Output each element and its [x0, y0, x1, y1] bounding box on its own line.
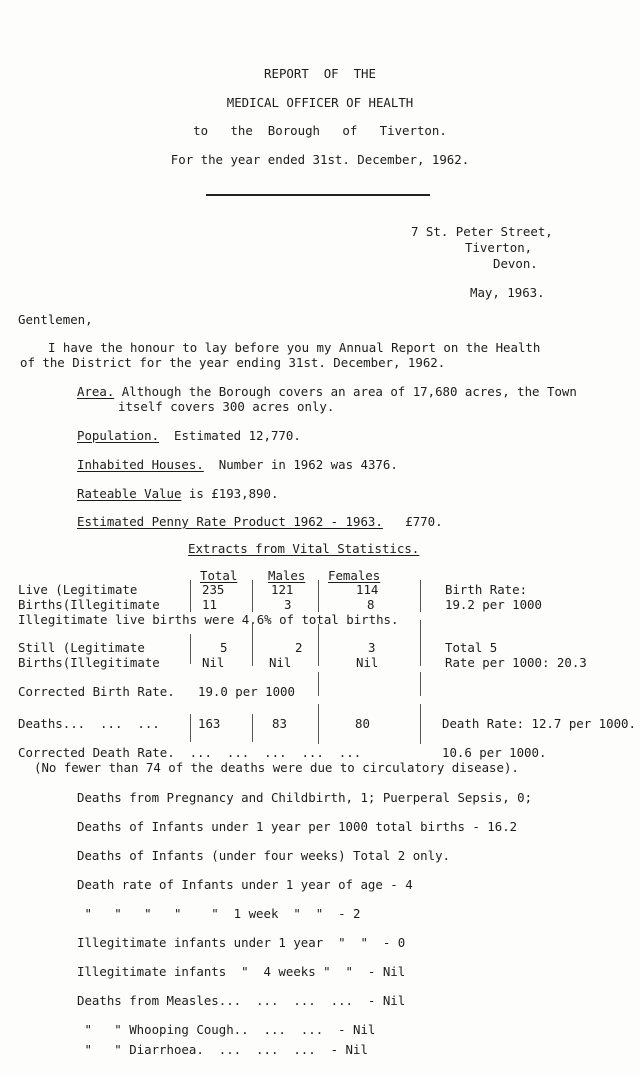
birth-rate-label: Birth Rate:	[445, 582, 528, 597]
corrected-death-label: Corrected Death Rate. ... ... ... ... ...	[18, 745, 362, 760]
deaths-females: 80	[355, 716, 370, 731]
area-label: Area.	[77, 384, 115, 399]
still-rate-label: Rate per 1000: 20.3	[445, 655, 587, 670]
report-date: May, 1963.	[470, 285, 545, 300]
population-text: Estimated 12,770.	[159, 428, 301, 443]
rateable-label: Rateable Value	[77, 486, 182, 501]
salutation: Gentlemen,	[18, 312, 93, 327]
rateable-text: is £193,890.	[181, 486, 279, 501]
col-total-header: Total	[200, 568, 238, 583]
penny-text: £770.	[382, 514, 443, 529]
address-town: Tiverton,	[465, 240, 533, 255]
birth-rate-value: 19.2 per 1000	[445, 597, 542, 612]
houses-line	[77, 457, 398, 472]
divider	[318, 580, 319, 612]
rateable-line	[77, 486, 278, 501]
infant-deaths-rate: Deaths of Infants under 1 year per 1000 total births - 16.2	[77, 819, 518, 834]
intro-line-2: of the District for the year ending 31st. December, 1962.	[20, 355, 446, 370]
area-text: Although the Borough covers an area of 17,680 acres, the Town	[114, 384, 577, 399]
deaths-label: Deaths... ... ...	[18, 716, 160, 731]
pregnancy-deaths: Deaths from Pregnancy and Childbirth, 1; Puerperal Sepsis, 0;	[77, 790, 533, 805]
divider	[420, 672, 421, 696]
houses-text: Number in 1962 was 4376.	[203, 457, 398, 472]
population-label: Population.	[77, 428, 160, 443]
still-legit-total: 5	[220, 640, 228, 655]
year-line: For the year ended 31st. December, 1962.	[170, 152, 470, 167]
still-legit-females: 3	[368, 640, 376, 655]
divider	[252, 714, 253, 742]
deaths-males: 83	[272, 716, 287, 731]
still-illegit-label: Births(Illegitimate	[18, 655, 160, 670]
divider	[318, 704, 319, 744]
penny-label: Estimated Penny Rate Product 1962 - 1963.	[77, 514, 383, 529]
intro-line-1: I have the honour to lay before you my Annual Report on the Health	[48, 340, 541, 355]
infant-rate-week: " " " " " 1 week " " - 2	[77, 906, 361, 921]
deaths-total: 163	[198, 716, 221, 731]
diarrhoea-deaths: " " Diarrhoea. ... ... ... - Nil	[77, 1042, 368, 1057]
divider	[420, 580, 421, 612]
live-illegit-females: 8	[367, 597, 375, 612]
area-text-2: itself covers 300 acres only.	[118, 399, 335, 414]
divider	[190, 580, 191, 612]
col-females-header: Females	[328, 568, 381, 583]
still-total-label: Total 5	[445, 640, 498, 655]
divider	[190, 634, 191, 664]
divider	[420, 704, 421, 744]
corrected-death-value: 10.6 per 1000.	[442, 745, 547, 760]
still-illegit-total: Nil	[202, 655, 225, 670]
live-legit-females: 114	[356, 582, 379, 597]
report-heading: REPORT OF THE	[264, 66, 376, 81]
whooping-cough-deaths: " " Whooping Cough.. ... ... - Nil	[77, 1022, 376, 1037]
live-illegit-total: 11	[202, 597, 217, 612]
still-legit-label: Still (Legitimate	[18, 640, 145, 655]
still-illegit-females: Nil	[356, 655, 379, 670]
infant-deaths-four-weeks: Deaths of Infants (under four weeks) Total 2 only.	[77, 848, 450, 863]
borough-line: to the Borough of Tiverton.	[193, 123, 447, 138]
still-legit-males: 2	[295, 640, 303, 655]
illegit-percentage: Illegitimate live births were 4.6% of total births.	[18, 612, 399, 627]
live-legit-label: Live (Legitimate	[18, 582, 138, 597]
measles-deaths: Deaths from Measles... ... ... ... - Nil	[77, 993, 406, 1008]
extracts-title: Extracts from Vital Statistics.	[188, 541, 420, 556]
address-street: 7 St. Peter Street,	[411, 224, 553, 239]
report-subheading: MEDICAL OFFICER OF HEALTH	[226, 95, 414, 110]
illegit-infants-year: Illegitimate infants under 1 year " " - 0	[77, 935, 406, 950]
divider	[252, 624, 253, 666]
divider	[420, 620, 421, 666]
illegit-infants-weeks: Illegitimate infants " 4 weeks " " - Nil	[77, 964, 406, 979]
live-illegit-label: Births(Illegitimate	[18, 597, 160, 612]
col-males-header: Males	[268, 568, 306, 583]
corrected-birth-label: Corrected Birth Rate.	[18, 684, 175, 699]
live-illegit-males: 3	[284, 597, 292, 612]
penny-line	[77, 514, 443, 529]
death-rate: Death Rate: 12.7 per 1000.	[442, 716, 636, 731]
still-illegit-males: Nil	[269, 655, 292, 670]
live-legit-males: 121	[271, 582, 294, 597]
divider	[190, 714, 191, 742]
infant-rate-year: Death rate of Infants under 1 year of age - 4	[77, 877, 413, 892]
divider	[252, 580, 253, 612]
corrected-birth-value: 19.0 per 1000	[198, 684, 295, 699]
header-divider	[206, 194, 430, 196]
population-line	[77, 428, 301, 443]
houses-label: Inhabited Houses.	[77, 457, 204, 472]
divider	[318, 624, 319, 666]
address-county: Devon.	[493, 256, 538, 271]
circulatory-note: (No fewer than 74 of the deaths were due to circulatory disease).	[34, 760, 519, 775]
live-legit-total: 235	[202, 582, 225, 597]
area-paragraph	[77, 384, 577, 399]
divider	[318, 672, 319, 696]
